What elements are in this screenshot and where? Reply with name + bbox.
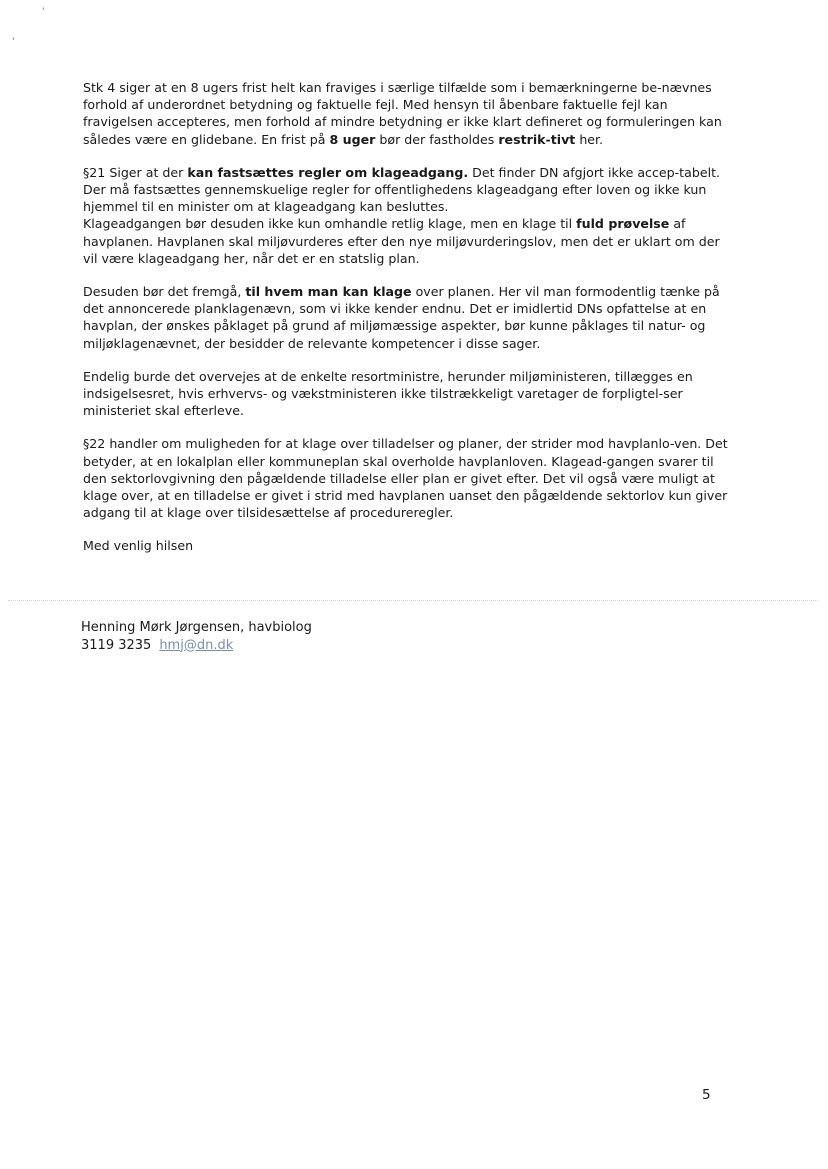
separator-line <box>8 600 818 601</box>
emphasis: restrik-tivt <box>498 131 576 147</box>
emphasis: kan fastsættes regler om klageadgang. <box>187 164 469 180</box>
scan-mark: ' <box>42 7 45 17</box>
phone-number: 3119 3235 <box>81 637 152 653</box>
page-number: 5 <box>702 1087 711 1103</box>
paragraph-klageadgang: Klageadgangen bør desuden ikke kun omhandle retlig klage, men en klage til fuld prøvelse af havplanen. Havplanen skal miljøvurderes efter den nye miljøvurderingslov, men det er uklart om der vil være klageadgang her, når det er en statslig plan. <box>83 216 720 266</box>
closing-greeting: Med venlig hilsen <box>83 538 194 554</box>
email-link[interactable]: hmj@dn.dk <box>159 637 234 653</box>
signature-contact <box>81 637 312 655</box>
emphasis: 8 uger <box>329 131 376 147</box>
signature-name: Henning Mørk Jørgensen, havbiolog <box>81 620 312 635</box>
letter-body <box>83 79 733 571</box>
paragraph-paragraf-22: §22 handler om muligheden for at klage over tilladelser og planer, der strider mod havplanlo-ven. Det betyder, at en lokalplan eller kommuneplan skal overholde havplanloven. Klagead-gangen svarer til den sektorlovgivning den pågældende tilladelse eller plan er givet efter. Det vil også være muligt at klage over, at en tilladelse er givet i strid med havplanen uanset den pågældende sektorlov kun giver adgang til at klage over tilsidesættelse af procedureregler. <box>83 436 728 521</box>
paragraph-frist: Stk 4 siger at en 8 ugers frist helt kan fraviges i særlige tilfælde som i bemærkningerne be-nævnes forhold af underordnet betydning og faktuelle fejl. Med hensyn til åbenbare faktuelle fejl kan fravigelsen accepteres, men forhold af mindre betydning er ikke klart defineret og formuleringen kan således være en glidebane. En frist på 8 uger bør der fastholdes restrik-tivt her. <box>83 80 722 147</box>
scan-mark: ' <box>12 37 15 47</box>
signature-block <box>81 619 312 654</box>
emphasis: til hvem man kan klage <box>245 284 412 300</box>
emphasis: fuld prøvelse <box>576 216 670 232</box>
paragraph-indsigelsesret: Endelig burde det overvejes at de enkelte resortministre, herunder miljøministeren, tillægges en indsigelsesret, hvis erhvervs- og vækstministeren ikke tilstrækkeligt varetager de forpligtel-ser ministeriet skal efterleve. <box>83 368 693 419</box>
paragraph-paragraf-21: §21 Siger at der kan fastsættes regler om klageadgang. Det finder DN afgjort ikke accep-tabelt. Der må fastsættes gennemskuelige regler for offentlighedens klageadgang efter loven og ikke kun hjemmel til en minister om at klageadgang kan besluttes. <box>83 164 721 215</box>
paragraph-klageinstans: Desuden bør det fremgå, til hvem man kan klage over planen. Her vil man formodentlig tænke på det annoncerede planklagenævn, som vi ikke kender endnu. Det er imidlertid DNs opfattelse at en havplan, der ønskes påklaget på grund af miljømæssige aspekter, bør kunne påklages til natur- og miljøklagenævnet, der besidder de relevante kompetencer i disse sager. <box>83 284 720 351</box>
